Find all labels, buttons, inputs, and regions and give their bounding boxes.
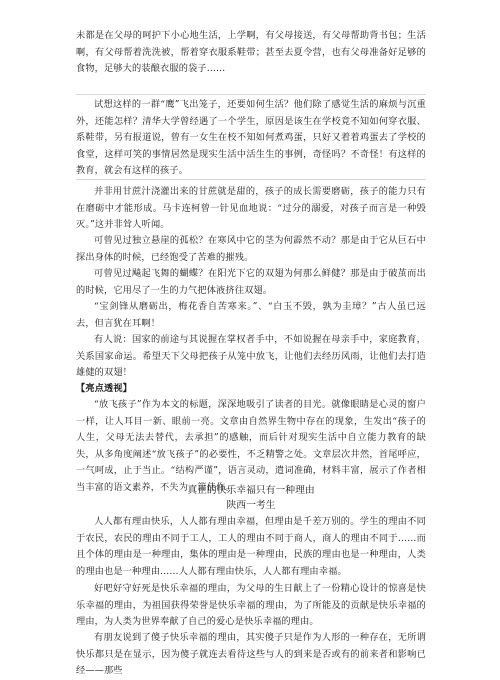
paragraph: 并非用甘蔗汁浇灌出来的甘蔗就是甜的，孩子的成长需要磨砺，孩子的能力只有在磨砺中才能形成。马卡连柯曾一针见血地说：“过分的溺爱，对孩子而言是一种毁灭。”这并非耸人听闻。	[76, 186, 426, 230]
article-author: 陕西一考生	[226, 500, 276, 511]
paragraph: 试想这样的一群“鹰”飞出笼子，还要如何生活？他们除了感觉生活的麻烦与沉重外，还能怎样？清华大学曾经遇了一个学生，原因是该生在学校竟不知如何穿衣服、系鞋带，另有报道说，曾有一女生在校不知如何煮鸡蛋，只好又着着鸡蛋去了学校的食堂，这样可笑的事情居然是现实生活中活生生的事例，奇怪吗？不奇怪！有这样的教育，就会有这样的孩子。	[76, 97, 426, 180]
paragraph: 可曾见过飚起飞舞的蝴蝶？在阳光下它的双翅为何那么鲜健？那是由于破茧而出的时候，它用尽了一生的力气把体液挤往双翅。	[76, 268, 426, 296]
highlights-body: “放飞孩子”作为本文的标题，深深地吸引了读者的目光。就像眼睛是心灵的窗户一样，让人耳目一新、眼前一亮。文章由自然界生物中存在的现象，生发出“孩子的人生，父母无法去替代，去承担”的感触，而后针对现实生活中自立能力教育的缺失，从多角度阐述“放飞孩子”的必要性，不乏精警之处。文章层次井然，首尾呼应，一气呵成，止于当止。“结构严谨”，语言灵动，遣词准确，材料丰富，展示了作者相当丰富的语文素养，不失为一篇佳作。	[76, 399, 426, 493]
article-title: 真正的快乐幸福只有一种理由	[187, 485, 315, 496]
paragraph: 人人都有理由快乐，人人都有理由幸福，但理由是千差万别的。学生的理由不同于农民，农民的理由不同于工人，工人的理由不同于商人，商人的理由不同于……而且个体的理由是一种理由，集体的理由是一种理由，民族的理由也是一种理由，人类的理由也是一种理由……人人都有理由快乐，人人都有理由幸福。	[76, 516, 426, 577]
paragraph: 可曾见过独立悬崖的孤松？在寒风中它的茎为何霹然不动？那是由于它从巨石中探出身体的时候，已经饱受了苦难的摧残。	[76, 235, 426, 263]
quote-paragraph: “宝剑锋从磨砺出，梅花香自苦寒来。”、“白玉不毁，孰为圭璋？”古人虽已远去，但言犹在耳啊！	[76, 301, 426, 329]
paragraph: 有人说：国家的前途与其说握在掌权者手中，不如说握在母亲手中，家庭教育，关系国家命运。希望天下父母把孩子从笼中放飞，让他们去经历风雨，让他们去打造雄健的双翅！	[76, 334, 426, 378]
paragraph: 未都是在父母的呵护下小心地生活，上学啊，有父母接送，有父母帮助背书包；生活啊，有父母帮着洗洗被，帮着穿衣服系鞋带；甚至去夏令营，也有父母准备好足够的食物，足够大的装酿衣服的袋子……	[76, 28, 426, 95]
paragraph: 好吧好守好死是快乐幸福的理由，为父母的生日献上了一份精心设计的惊喜是快乐幸福的理由，为祖国获得荣誉是快乐幸福的理由，为了所能及的贡献是快乐幸福的理由，为人类为世界奉献了自己的爱心是快乐幸福的理由。	[76, 583, 426, 627]
highlights-title: 【亮点透视】	[76, 383, 133, 394]
paragraph: 有朋友说到了傻子快乐幸福的理由，其实傻子只是作为人形的一种存在，无所谓快乐都只是在显示，因为傻子就连去看待这些与人的到来是否或有的前来者和影响已经——那些	[76, 632, 426, 676]
